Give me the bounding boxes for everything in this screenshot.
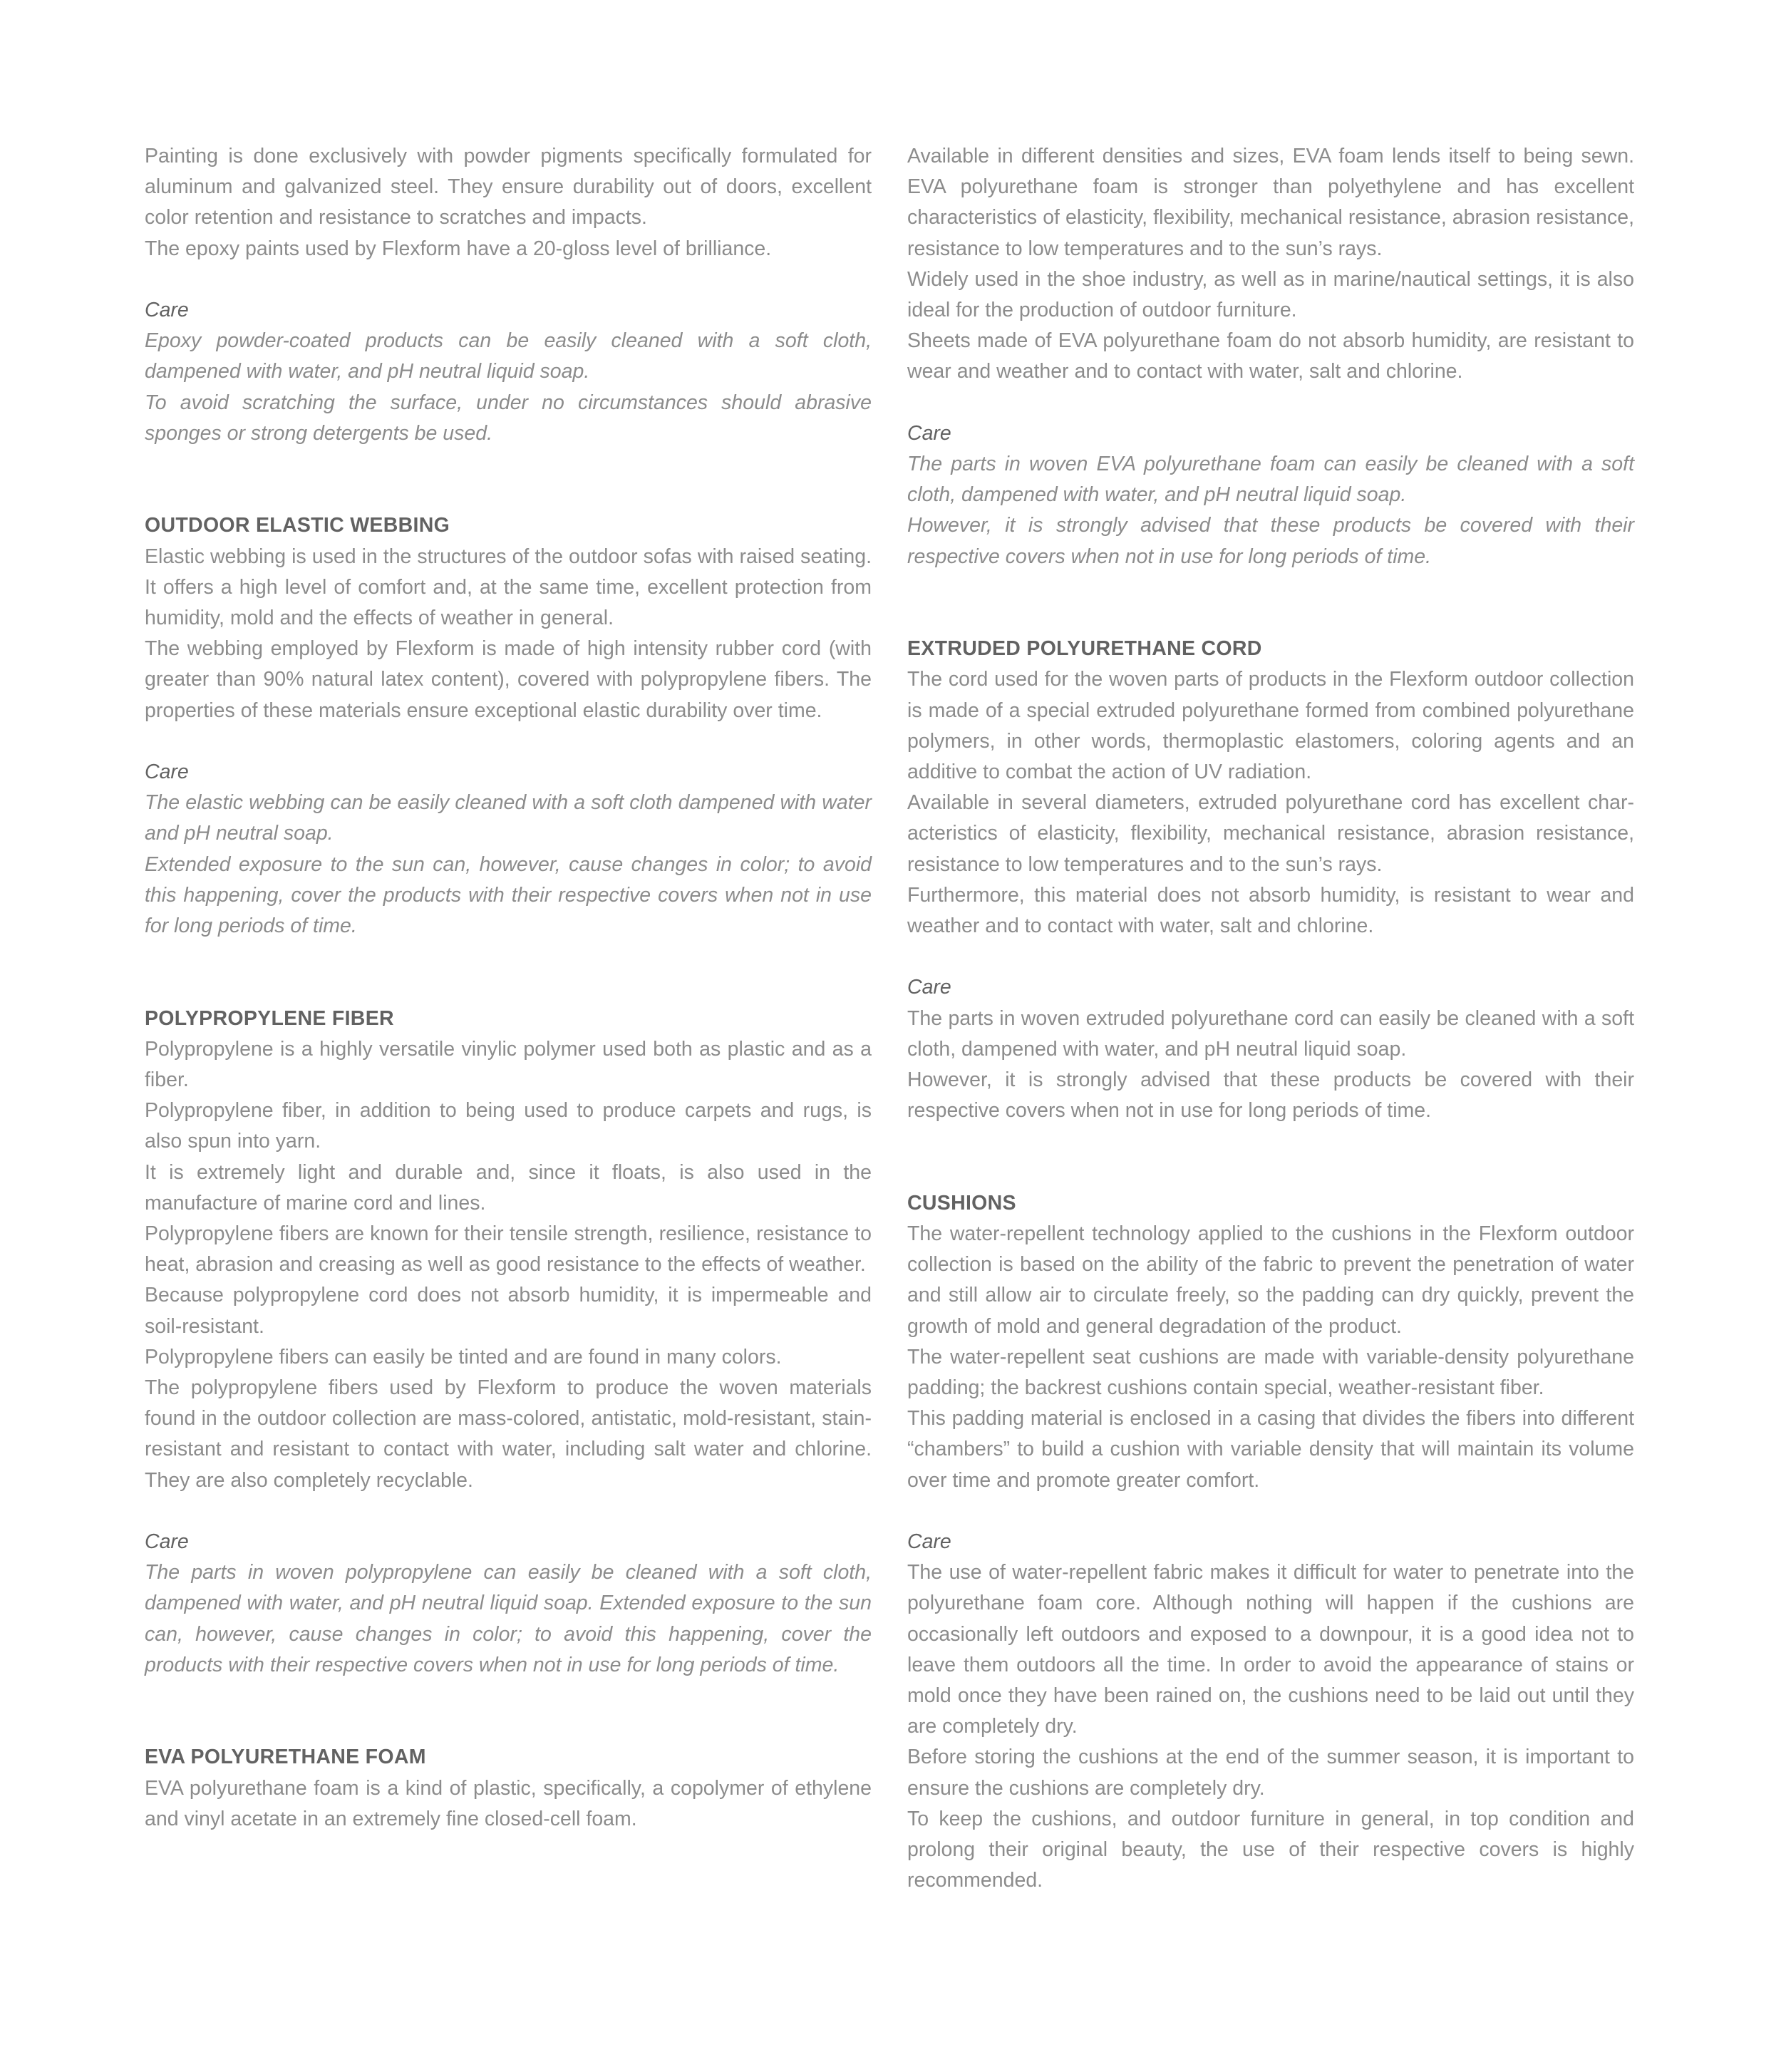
section-heading-cushions: CUSHIONS <box>907 1191 1016 1215</box>
care-paragraph: Extended exposure to the sun can, however, cause changes in color; to avoid this happening, cover the products with their respective covers when not in use for long periods of time. <box>145 852 872 938</box>
polypropylene-paragraph: Polypropylene fiber, in addition to being used to produce carpets and rugs, is also spun into yarn. <box>145 1099 872 1153</box>
polypropylene-paragraph: Polypropylene is a highly versatile vinylic polymer used both as plastic and as a fiber. <box>145 1037 872 1092</box>
care-paragraph: To keep the cushions, and outdoor furniture in general, in top condition and prolong their original beauty, the use of their respective covers is highly recommended. <box>907 1807 1634 1892</box>
left-column <box>145 141 872 1835</box>
eva-paragraph: Sheets made of EVA polyurethane foam do not absorb humidity, are resistant to wear and weather and to contact with water, salt and chlorine. <box>907 329 1634 383</box>
care-label: Care <box>907 1530 951 1554</box>
care-paragraph: The parts in woven polypropylene can easily be cleaned with a soft cloth, dampened with water, and pH neutral liquid soap. Extended exposure to the sun can, however, cause changes in color; to avoid this happening, cover the products with their respective covers when not in use for long periods of time. <box>145 1561 872 1676</box>
cord-paragraph: Available in several diameters, extruded polyurethane cord has excellent char-acteristics of elasticity, flexibility, mechanical resistance, abrasion resistance, resistance to low temperatures and to the sun’s rays. <box>907 791 1634 876</box>
care-paragraph: However, it is strongly advised that these products be covered with their respective covers when not in use for long periods of time. <box>907 514 1634 568</box>
care-paragraph: Epoxy powder-coated products can be easily cleaned with a soft cloth, dampened with water, and pH neutral liquid soap. <box>145 329 872 383</box>
painting-paragraph: The epoxy paints used by Flexform have a 20-gloss level of brilliance. <box>145 237 772 260</box>
section-heading-webbing: OUTDOOR ELASTIC WEBBING <box>145 514 450 537</box>
polypropylene-paragraph: Because polypropylene cord does not absorb humidity, it is impermeable and soil-resistant. <box>145 1284 872 1338</box>
care-paragraph: The elastic webbing can be easily cleaned with a soft cloth dampened with water and pH neutral soap. <box>145 791 872 845</box>
care-paragraph: Before storing the cushions at the end of the summer season, it is important to ensure the cushions are completely dry. <box>907 1746 1634 1800</box>
care-label: Care <box>907 976 951 999</box>
right-column <box>907 141 1634 1897</box>
polypropylene-paragraph: Polypropylene fibers can easily be tinted and are found in many colors. <box>145 1345 782 1369</box>
cord-paragraph: Furthermore, this material does not absorb humidity, is resistant to wear and weather and to contact with water, salt and chlorine. <box>907 883 1634 938</box>
eva-paragraph: Widely used in the shoe industry, as well as in marine/nautical settings, it is also ideal for the production of outdoor furniture. <box>907 267 1634 322</box>
cushions-paragraph: The water-repellent seat cushions are made with variable-density polyurethane padding; the backrest cushions contain special, weather-resistant fiber. <box>907 1345 1634 1400</box>
section-heading-eva: EVA POLYURETHANE FOAM <box>145 1746 426 1769</box>
section-heading-polypropylene: POLYPROPYLENE FIBER <box>145 1006 394 1030</box>
care-label: Care <box>145 1530 189 1554</box>
care-paragraph: The parts in woven extruded polyurethane cord can easily be cleaned with a soft cloth, dampened with water, and pH neutral liquid soap. <box>907 1006 1634 1061</box>
painting-paragraph: Painting is done exclusively with powder pigments specifically formulated for aluminum and galvanized steel. They ensure durability out of doors, excellent color retention and resistance to scratches and impacts. <box>145 145 872 230</box>
webbing-paragraph: Elastic webbing is used in the structures of the outdoor sofas with raised seating. It offers a high level of comfort and, at the same time, excellent protection from humidity, mold and the effects of weather in general. <box>145 545 872 630</box>
polypropylene-paragraph: Polypropylene fibers are known for their tensile strength, resilience, resistance to heat, abrasion and creasing as well as good resistance to the effects of weather. <box>145 1222 872 1277</box>
cushions-paragraph: The water-repellent technology applied to the cushions in the Flexform outdoor collection is based on the ability of the fabric to prevent the penetration of water and still allow air to circulate freely, so the padding can dry quickly, prevent the growth of mold and general degradation of the product. <box>907 1222 1634 1338</box>
polypropylene-paragraph: It is extremely light and durable and, since it floats, is also used in the manufacture of marine cord and lines. <box>145 1160 872 1215</box>
eva-paragraph: Available in different densities and sizes, EVA foam lends itself to being sewn. EVA polyurethane foam is stronger than polyethylene and has excellent characteristics of elasticity, flexibility, mechanical resistance, abrasion resistance, resistance to low temperatures and to the sun’s rays. <box>907 145 1634 260</box>
section-heading-cord: EXTRUDED POLYURETHANE CORD <box>907 637 1262 661</box>
care-paragraph: However, it is strongly advised that these products be covered with their respective covers when not in use for long periods of time. <box>907 1068 1634 1123</box>
care-paragraph: The use of water-repellent fabric makes it difficult for water to penetrate into the polyurethane foam core. Although nothing will happen if the cushions are occasionally left outdoors and exposed to a downpour, it is a good idea not to leave them outdoors all the time. In order to avoid the appearance of stains or mold once they have been rained on, the cushions need to be laid out until they are completely dry. <box>907 1561 1634 1738</box>
care-label: Care <box>907 421 951 445</box>
care-label: Care <box>145 299 189 321</box>
care-paragraph: The parts in woven EVA polyurethane foam can easily be cleaned with a soft cloth, dampened with water, and pH neutral liquid soap. <box>907 453 1634 507</box>
care-paragraph: To avoid scratching the surface, under no circumstances should abrasive sponges or strong detergents be used. <box>145 391 872 445</box>
cord-paragraph: The cord used for the woven parts of products in the Flexform outdoor collection is made of a special extruded polyurethane formed from combined polyurethane polymers, in other words, thermoplastic elastomers, coloring agents and an additive to combat the action of UV radiation. <box>907 668 1634 784</box>
cushions-paragraph: This padding material is enclosed in a casing that divides the fibers into different “chambers” to build a cushion with variable density that will maintain its volume over time and promote greater comfort. <box>907 1407 1634 1492</box>
care-label: Care <box>145 761 189 784</box>
polypropylene-paragraph: The polypropylene fibers used by Flexform to produce the woven materials found in the outdoor collection are mass-colored, antistatic, mold-resistant, stain-resistant and resistant to contact with water, including salt water and chlorine. They are also completely recyclable. <box>145 1376 872 1492</box>
webbing-paragraph: The webbing employed by Flexform is made of high intensity rubber cord (with greater than 90% natural latex content), covered with polypropylene fibers. The properties of these materials ensure exceptional elastic durability over time. <box>145 637 872 722</box>
eva-paragraph: EVA polyurethane foam is a kind of plastic, specifically, a copolymer of ethylene and vinyl acetate in an extremely fine closed-cell foam. <box>145 1776 872 1830</box>
